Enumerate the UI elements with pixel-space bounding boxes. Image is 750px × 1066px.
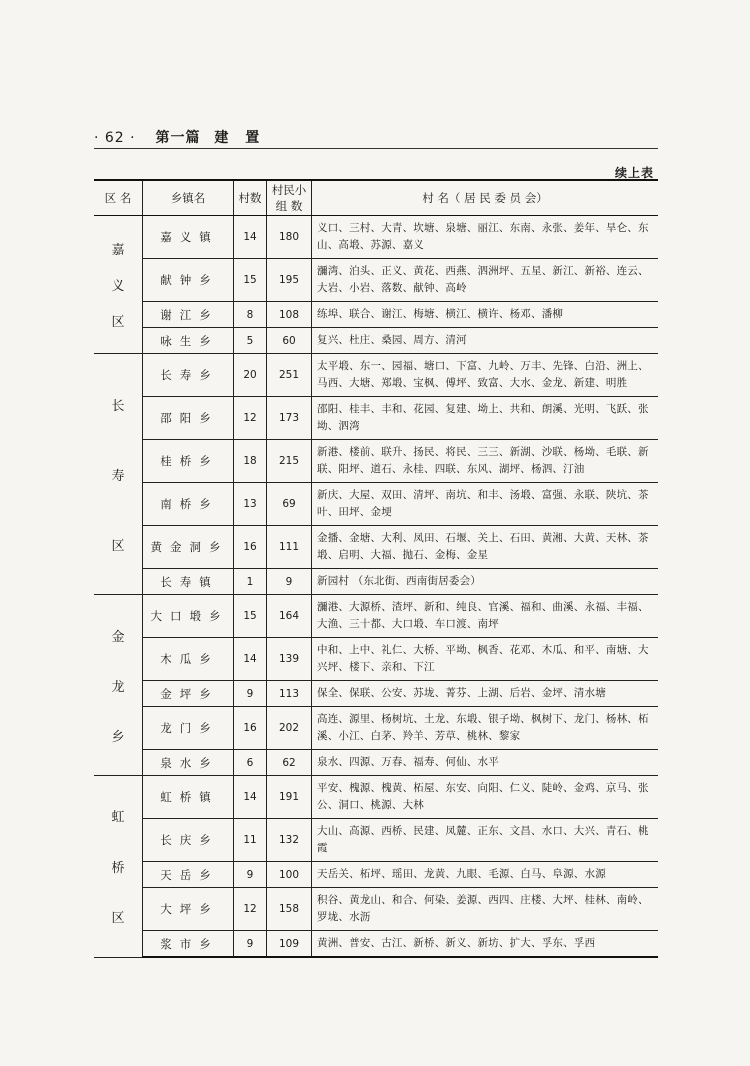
table-row bbox=[94, 526, 658, 569]
village-table bbox=[94, 179, 658, 958]
table-row bbox=[94, 862, 658, 888]
table-row bbox=[94, 328, 658, 354]
village-names: 瀰湾、泊头、正义、黄花、西燕、泗洲坪、五星、新江、新裕、连云、大岩、小岩、落数、献钟、高岭 bbox=[312, 259, 659, 302]
village-names: 中和、上中、礼仁、大桥、平坳、枫香、花邓、木瓜、和平、南塘、大兴坪、楼下、亲和、下江 bbox=[312, 638, 659, 681]
header-names: 村 名（ 居 民 委 员 会） bbox=[312, 180, 659, 216]
group-count: 215 bbox=[267, 440, 312, 483]
group-count: 139 bbox=[267, 638, 312, 681]
town-name: 天岳乡 bbox=[143, 862, 234, 888]
table-row bbox=[94, 888, 658, 931]
village-count: 14 bbox=[234, 776, 267, 819]
town-name: 金坪乡 bbox=[143, 681, 234, 707]
town-name: 大坪乡 bbox=[143, 888, 234, 931]
district-name-char: 区 bbox=[111, 538, 125, 554]
table-row bbox=[94, 440, 658, 483]
group-count: 9 bbox=[267, 569, 312, 595]
table-row bbox=[94, 595, 658, 638]
continued-label: 续上表 bbox=[614, 166, 654, 180]
group-count: 132 bbox=[267, 819, 312, 862]
village-names: 保全、保联、公安、苏垅、菁芬、上湖、后岩、金坪、清水塘 bbox=[312, 681, 659, 707]
table-row bbox=[94, 354, 658, 397]
district-name-char: 桥 bbox=[111, 860, 125, 876]
group-count: 109 bbox=[267, 931, 312, 958]
district-name-stack bbox=[95, 610, 141, 760]
district-name-char: 虹 bbox=[111, 810, 125, 826]
group-count: 62 bbox=[267, 750, 312, 776]
district-name-stack bbox=[95, 231, 141, 338]
village-names: 平安、槐源、槐黄、柘屋、东安、向阳、仁义、陡岭、金鸡、京马、张公、洞口、桃源、大林 bbox=[312, 776, 659, 819]
table-row bbox=[94, 302, 658, 328]
town-name: 嘉义镇 bbox=[143, 216, 234, 259]
table-row bbox=[94, 216, 658, 259]
village-count: 6 bbox=[234, 750, 267, 776]
group-count: 69 bbox=[267, 483, 312, 526]
town-name: 黄金洞乡 bbox=[143, 526, 234, 569]
village-names: 新庆、大屋、双田、清坪、南坑、和丰、汤塅、富强、永联、陕坑、茶叶、田坪、金埂 bbox=[312, 483, 659, 526]
district-name-char: 区 bbox=[111, 911, 125, 927]
village-names: 金播、金塘、大利、凤田、石堰、关上、石田、黄湘、大黄、天林、茶塅、启明、大福、抛石、金梅、金星 bbox=[312, 526, 659, 569]
district-name-char: 金 bbox=[111, 629, 125, 645]
group-count: 164 bbox=[267, 595, 312, 638]
group-count: 251 bbox=[267, 354, 312, 397]
table-row bbox=[94, 569, 658, 595]
village-names: 天岳关、柘坪、瑶田、龙黄、九眼、毛源、白马、阜源、水源 bbox=[312, 862, 659, 888]
town-name: 长寿镇 bbox=[143, 569, 234, 595]
village-names: 积谷、黄龙山、和合、何染、姜源、西四、庄楼、大坪、桂林、南岭、罗垅、水沥 bbox=[312, 888, 659, 931]
district-name-char: 乡 bbox=[111, 729, 125, 745]
table-header-row bbox=[94, 180, 658, 216]
header-villages: 村数 bbox=[234, 180, 267, 216]
district-name bbox=[94, 216, 143, 354]
group-count: 195 bbox=[267, 259, 312, 302]
village-count: 12 bbox=[234, 888, 267, 931]
group-count: 108 bbox=[267, 302, 312, 328]
group-count: 180 bbox=[267, 216, 312, 259]
town-name: 浆市乡 bbox=[143, 931, 234, 958]
group-count: 111 bbox=[267, 526, 312, 569]
village-count: 20 bbox=[234, 354, 267, 397]
village-count: 16 bbox=[234, 707, 267, 750]
village-names: 复兴、杜庄、桑园、周方、清河 bbox=[312, 328, 659, 354]
table-row bbox=[94, 931, 658, 958]
village-count: 15 bbox=[234, 595, 267, 638]
header-town: 乡镇名 bbox=[143, 180, 234, 216]
table-row bbox=[94, 707, 658, 750]
district-name-char: 寿 bbox=[111, 468, 125, 484]
section-title: 建 置 bbox=[214, 130, 266, 146]
header-groups: 村民小 组 数 bbox=[267, 180, 312, 216]
page-number: · 62 · bbox=[94, 130, 136, 146]
village-names: 邵阳、桂丰、丰和、花园、复建、坳上、共和、朗溪、光明、飞跃、张坳、泗湾 bbox=[312, 397, 659, 440]
district-name bbox=[94, 354, 143, 595]
town-name: 邵阳乡 bbox=[143, 397, 234, 440]
town-name: 长寿乡 bbox=[143, 354, 234, 397]
village-names: 新园村 （东北街、西南街居委会） bbox=[312, 569, 659, 595]
header-district: 区 名 bbox=[94, 180, 143, 216]
group-count: 100 bbox=[267, 862, 312, 888]
village-count: 9 bbox=[234, 931, 267, 958]
town-name: 泉水乡 bbox=[143, 750, 234, 776]
village-count: 9 bbox=[234, 681, 267, 707]
district-name-char: 区 bbox=[111, 314, 125, 330]
village-count: 5 bbox=[234, 328, 267, 354]
table-row bbox=[94, 397, 658, 440]
table-row bbox=[94, 638, 658, 681]
town-name: 南桥乡 bbox=[143, 483, 234, 526]
village-count: 1 bbox=[234, 569, 267, 595]
district-name-char: 龙 bbox=[111, 679, 125, 695]
village-names: 瀰港、大源桥、渣坪、新和、纯良、官溪、福和、曲溪、永福、丰福、大渔、三十都、大口塅、车口渡、南坪 bbox=[312, 595, 659, 638]
table-row bbox=[94, 483, 658, 526]
town-name: 献钟乡 bbox=[143, 259, 234, 302]
town-name: 木瓜乡 bbox=[143, 638, 234, 681]
village-names: 泉水、四源、万春、福寿、何仙、水平 bbox=[312, 750, 659, 776]
village-count: 14 bbox=[234, 216, 267, 259]
district-name-char: 嘉 bbox=[111, 243, 125, 259]
page-header bbox=[94, 127, 265, 147]
village-count: 13 bbox=[234, 483, 267, 526]
village-names: 练埠、联合、谢江、梅塘、横江、横许、杨邓、潘柳 bbox=[312, 302, 659, 328]
district-name-stack bbox=[95, 791, 141, 942]
group-count: 158 bbox=[267, 888, 312, 931]
village-count: 12 bbox=[234, 397, 267, 440]
table-body bbox=[94, 216, 658, 958]
village-names: 义口、三村、大青、坎塘、泉塘、丽江、东南、永张、姜年、旱仑、东山、高塅、苏源、嘉义 bbox=[312, 216, 659, 259]
district-name-char: 义 bbox=[111, 278, 125, 294]
town-name: 龙门乡 bbox=[143, 707, 234, 750]
village-names: 太平塅、东一、园福、塘口、下富、九岭、万丰、先锋、白沿、洲上、马西、大塘、郑塅、宝枫、傅坪、致富、大水、金龙、新建、明胜 bbox=[312, 354, 659, 397]
town-name: 大口塅乡 bbox=[143, 595, 234, 638]
village-count: 8 bbox=[234, 302, 267, 328]
village-names: 黄洲、普安、古江、新桥、新义、新坊、扩大、孚东、孚西 bbox=[312, 931, 659, 958]
town-name: 长庆乡 bbox=[143, 819, 234, 862]
town-name: 虹桥镇 bbox=[143, 776, 234, 819]
table-row bbox=[94, 259, 658, 302]
group-count: 202 bbox=[267, 707, 312, 750]
table-row bbox=[94, 776, 658, 819]
table-row bbox=[94, 750, 658, 776]
header-rule bbox=[94, 148, 658, 149]
district-name bbox=[94, 595, 143, 776]
village-names: 新港、楼前、联升、扬民、将民、三三、新湖、沙联、杨坳、毛联、新联、阳坪、道石、永桂、四联、东风、湖坪、杨泗、汀油 bbox=[312, 440, 659, 483]
district-name-char: 长 bbox=[111, 398, 125, 414]
village-count: 15 bbox=[234, 259, 267, 302]
village-count: 18 bbox=[234, 440, 267, 483]
town-name: 谢江乡 bbox=[143, 302, 234, 328]
group-count: 113 bbox=[267, 681, 312, 707]
chapter-title: 第一篇 bbox=[155, 130, 201, 146]
group-count: 60 bbox=[267, 328, 312, 354]
village-count: 9 bbox=[234, 862, 267, 888]
town-name: 咏生乡 bbox=[143, 328, 234, 354]
district-name bbox=[94, 776, 143, 958]
village-names: 高连、源里、杨树坑、土龙、东塅、银子坳、枫树下、龙门、杨林、柘溪、小江、白茅、羚羊、芳草、桃林、黎家 bbox=[312, 707, 659, 750]
group-count: 173 bbox=[267, 397, 312, 440]
village-count: 11 bbox=[234, 819, 267, 862]
table-row bbox=[94, 681, 658, 707]
group-count: 191 bbox=[267, 776, 312, 819]
village-count: 16 bbox=[234, 526, 267, 569]
village-count: 14 bbox=[234, 638, 267, 681]
village-names: 大山、高源、西桥、民建、凤麓、正东、文昌、水口、大兴、青石、桃霞 bbox=[312, 819, 659, 862]
town-name: 桂桥乡 bbox=[143, 440, 234, 483]
district-name-stack bbox=[95, 369, 141, 579]
table-row bbox=[94, 819, 658, 862]
